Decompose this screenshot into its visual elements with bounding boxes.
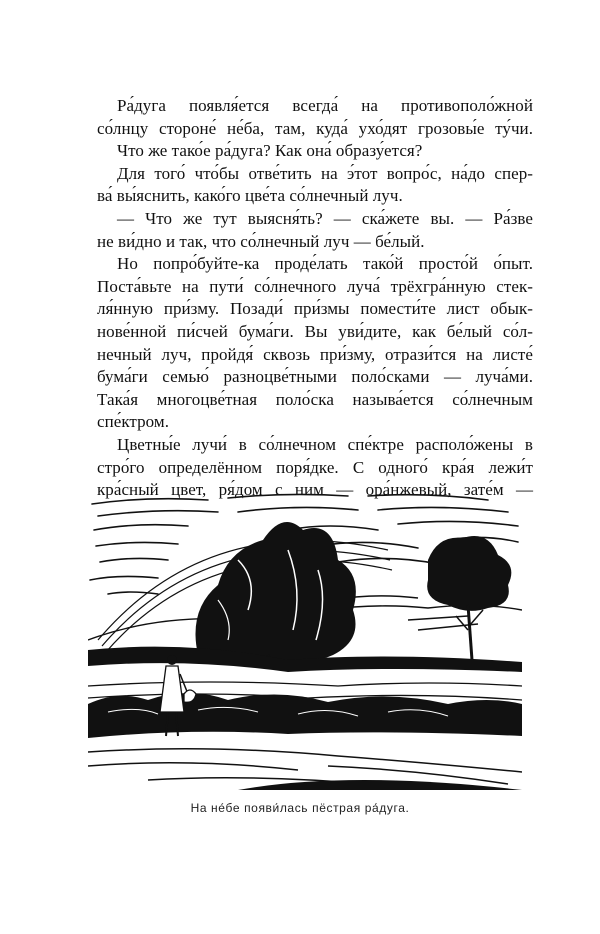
text-line: спе́ктром. [97,412,169,432]
text-line: Поста́вьте на пути́ со́лнечного луча́ трёхгра́нную стек- [97,276,533,296]
ground-strokes [88,749,522,784]
text-line: бума́ги семью́ разноцве́тными поло́сками — луча́ми. [97,367,533,387]
text-line: Но попро́буйте-ка проде́лать тако́й просто́й о́пыт. [117,254,533,274]
text-line: ля́нную при́зму. Позади́ при́змы помести́те лист обык- [97,299,533,319]
text-line: нове́нной пи́счей бума́ги. Вы уви́дите, как бе́лый со́л- [97,321,533,341]
foreground-shadow [238,780,522,790]
text-line: со́лнцу стороне́ не́ба, там, куда́ ухо́дят грозовы́е ту́чи. [97,118,533,138]
bushes [88,693,522,738]
text-line: Ра́дуга появля́ется всегда́ на противополо́жной [117,96,533,115]
landscape-illustration [88,490,522,790]
text-line: Для того́ что́бы отве́тить на э́тот вопро́с, на́до спер- [117,163,533,183]
text-line: нечный луч, пройдя́ сквозь при́зму, отрази́тся на листе́ [97,344,533,364]
text-line: ва́ вы́яснить, како́го цве́та со́лнечный луч. [97,186,403,206]
illustration-caption: На не́бе появи́лась пёстрая ра́дуга. [190,801,410,815]
text-line: стро́го определённом поря́дке. С одного́ кра́я лежи́т [97,457,533,477]
text-line: Така́я многоцве́тная поло́ска называ́ется со́лнечным [97,389,533,409]
text-line: кра́сный цвет, ря́дом с ним — ора́нжевый, зате́м — [97,480,533,500]
right-tree [427,536,511,660]
text-line: Цветны́е лучи́ в со́лнечном спе́ктре располо́жены в [117,434,533,454]
body-text [97,95,533,502]
text-line: не ви́дно и так, что со́лнечный луч — бе́лый. [97,231,425,251]
text-line: — Что же тут выясня́ть? — ска́жете вы. — Ра́зве [117,208,533,228]
text-line: Что же тако́е ра́дуга? Как она́ образу́ется? [117,141,423,161]
central-trees [196,522,356,668]
